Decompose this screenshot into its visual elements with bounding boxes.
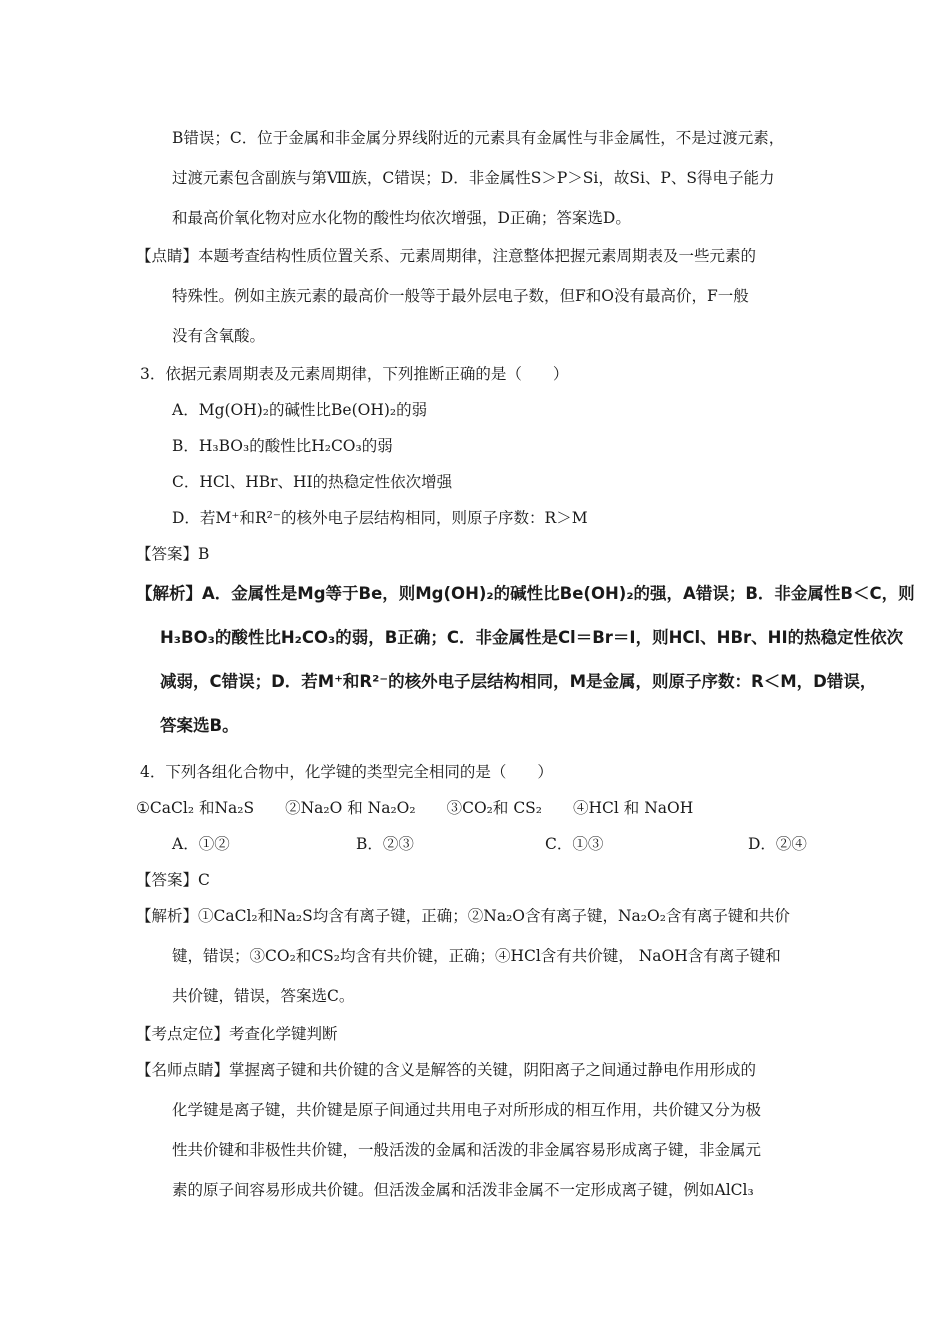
q4-option-c: C．①③	[545, 835, 604, 853]
q4-option-a: A．①②	[172, 835, 230, 853]
q3-analysis-line-2: H₃BO₃的酸性比H₂CO₃的弱，B正确；C．非金属性是Cl＝Br＝I，则HCl、HBr、HI的热稳定性依次	[160, 628, 904, 647]
q3-analysis-line-1: 【解析】A．金属性是Mg等于Be，则Mg(OH)₂的碱性比Be(OH)₂的强，A错误；B．非金属性B＜C，则	[136, 584, 915, 603]
q4-answer: 【答案】C	[136, 871, 210, 889]
q4-kaodian: 【考点定位】考查化学键判断	[136, 1025, 338, 1043]
prev-analysis-line-1: B错误；C．位于金属和非金属分界线附近的元素具有金属性与非金属性，不是过渡元素，	[172, 129, 785, 147]
q4-analysis-line-2: 键，错误；③CO₂和CS₂均含有共价键，正确；④HCl含有共价键， NaOH含有离子键和	[172, 947, 781, 965]
q4-option-d: D．②④	[748, 835, 807, 853]
q4-groups: ①CaCl₂ 和Na₂S ②Na₂O 和 Na₂O₂ ③CO₂和 CS₂ ④HCl 和 NaOH	[136, 799, 694, 817]
tip-line-1: 【点睛】本题考查结构性质位置关系、元素周期律，注意整体把握元素周期表及一些元素的	[136, 247, 757, 265]
q3-option-a: A．Mg(OH)₂的碱性比Be(OH)₂的弱	[172, 401, 428, 419]
q3-answer: 【答案】B	[136, 545, 210, 563]
q3-analysis-line-3: 减弱，C错误；D．若M⁺和R²⁻的核外电子层结构相同，M是金属，则原子序数：R＜M，D错误，	[160, 672, 877, 691]
prev-analysis-line-2: 过渡元素包含副族与第Ⅷ族，C错误；D．非金属性S＞P＞Si，故Si、P、S得电子能力	[172, 169, 775, 187]
q3-analysis-line-4: 答案选B。	[160, 716, 239, 735]
q3-stem: 3．依据元素周期表及元素周期律，下列推断正确的是（ ）	[140, 365, 569, 383]
q3-option-c: C．HCl、HBr、HI的热稳定性依次增强	[172, 473, 453, 491]
q4-tip-line-3: 性共价键和非极性共价键，一般活泼的金属和活泼的非金属容易形成离子键，非金属元	[172, 1141, 762, 1159]
q4-tip-line-2: 化学键是离子键，共价键是原子间通过共用电子对所形成的相互作用，共价键又分为极	[172, 1101, 762, 1119]
tip-line-2: 特殊性。例如主族元素的最高价一般等于最外层电子数，但F和O没有最高价，F一般	[172, 287, 749, 305]
q4-analysis-line-1: 【解析】①CaCl₂和Na₂S均含有离子键，正确；②Na₂O含有离子键，Na₂O₂含有离子键和共价	[136, 907, 790, 925]
q4-stem: 4．下列各组化合物中，化学键的类型完全相同的是（ ）	[140, 763, 553, 781]
q4-option-b: B．②③	[356, 835, 414, 853]
q4-analysis-line-3: 共价键，错误，答案选C。	[172, 987, 355, 1005]
q3-option-b: B．H₃BO₃的酸性比H₂CO₃的弱	[172, 437, 393, 455]
tip-line-3: 没有含氧酸。	[172, 327, 266, 345]
q4-tip-line-1: 【名师点睛】掌握离子键和共价键的含义是解答的关键，阴阳离子之间通过静电作用形成的	[136, 1061, 757, 1079]
q4-tip-line-4: 素的原子间容易形成共价键。但活泼金属和活泼非金属不一定形成离子键，例如AlCl₃	[172, 1181, 754, 1199]
q3-option-d: D．若M⁺和R²⁻的核外电子层结构相同，则原子序数：R＞M	[172, 509, 588, 527]
prev-analysis-line-3: 和最高价氧化物对应水化物的酸性均依次增强，D正确；答案选D。	[172, 209, 631, 227]
